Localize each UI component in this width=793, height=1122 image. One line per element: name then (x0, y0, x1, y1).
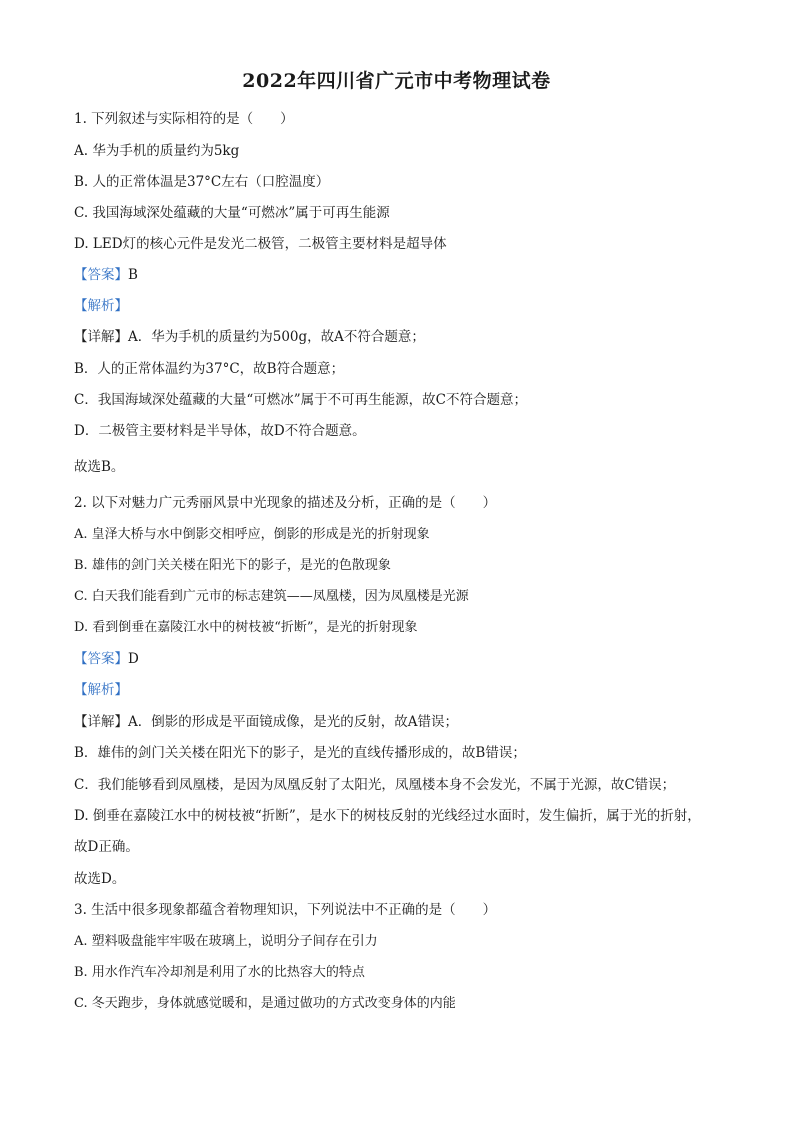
question-2-detail-d-cont: 故D正确。 (74, 839, 139, 855)
question-3-option-c: C. 冬天跑步，身体就感觉暖和，是通过做功的方式改变身体的内能 (74, 996, 456, 1011)
question-1-option-a: A. 华为手机的质量约为5kg (74, 143, 240, 159)
question-2-answer (74, 650, 733, 668)
question-2-option-b: B. 雄伟的剑门关关楼在阳光下的影子，是光的色散现象 (74, 558, 391, 573)
question-1-answer (74, 266, 733, 284)
question-1-option-b: B. 人的正常体温是37°C左右（口腔温度） (74, 174, 330, 190)
question-2-analysis-tag: 【解析】 (74, 682, 128, 698)
question-1-detail-c: C．我国海域深处蕴藏的大量“可燃冰”属于不可再生能源，故C不符合题意； (74, 392, 527, 408)
page-title: 2022年四川省广元市中考物理试卷 (242, 70, 551, 92)
question-1-stem: 1. 下列叙述与实际相符的是（ ） (74, 111, 294, 127)
question-1-detail-b: B．人的正常体温约为37°C，故B符合题意； (74, 361, 345, 377)
question-2-option-c: C. 白天我们能看到广元市的标志建筑——凤凰楼，因为凤凰楼是光源 (74, 589, 469, 604)
question-3-stem: 3. 生活中很多现象都蕴含着物理知识，下列说法中不正确的是（ ） (74, 902, 497, 918)
question-1-conclusion: 故选B。 (74, 459, 125, 475)
question-2-option-d: D. 看到倒垂在嘉陵江水中的树枝被“折断”，是光的折射现象 (74, 620, 418, 635)
question-3-option-b: B. 用水作汽车冷却剂是利用了水的比热容大的特点 (74, 965, 365, 980)
question-1-option-c: C. 我国海域深处蕴藏的大量“可燃冰”属于可再生能源 (74, 205, 390, 221)
question-1-detail-d: D．二极管主要材料是半导体，故D不符合题意。 (74, 423, 366, 439)
question-2-detail-d: D. 倒垂在嘉陵江水中的树枝被“折断”，是水下的树枝反射的光线经过水面时，发生偏折，属于光的折射， (74, 808, 701, 824)
question-2-stem: 2. 以下对魅力广元秀丽风景中光现象的描述及分析，正确的是（ ） (74, 495, 497, 511)
answer-value: D (128, 651, 139, 667)
question-1-option-d: D. LED灯的核心元件是发光二极管，二极管主要材料是超导体 (74, 236, 447, 252)
answer-tag: 【答案】 (74, 651, 128, 667)
question-2-conclusion: 故选D。 (74, 871, 126, 887)
question-1-detail-a: 【详解】A．华为手机的质量约为500g，故A不符合题意； (74, 329, 425, 345)
answer-tag: 【答案】 (74, 267, 128, 283)
question-2-detail-c: C．我们能够看到凤凰楼，是因为凤凰反射了太阳光，凤凰楼本身不会发光，不属于光源，故C错误； (74, 777, 676, 793)
answer-value: B (128, 267, 138, 283)
question-1-analysis-tag: 【解析】 (74, 298, 128, 314)
question-2-detail-a: 【详解】A．倒影的形成是平面镜成像，是光的反射，故A错误； (74, 714, 458, 730)
question-2-option-a: A. 皇泽大桥与水中倒影交相呼应，倒影的形成是光的折射现象 (74, 527, 430, 542)
question-3-option-a: A. 塑料吸盘能牢牢吸在玻璃上，说明分子间存在引力 (74, 934, 378, 949)
question-2-detail-b: B．雄伟的剑门关关楼在阳光下的影子，是光的直线传播形成的，故B错误； (74, 745, 526, 761)
